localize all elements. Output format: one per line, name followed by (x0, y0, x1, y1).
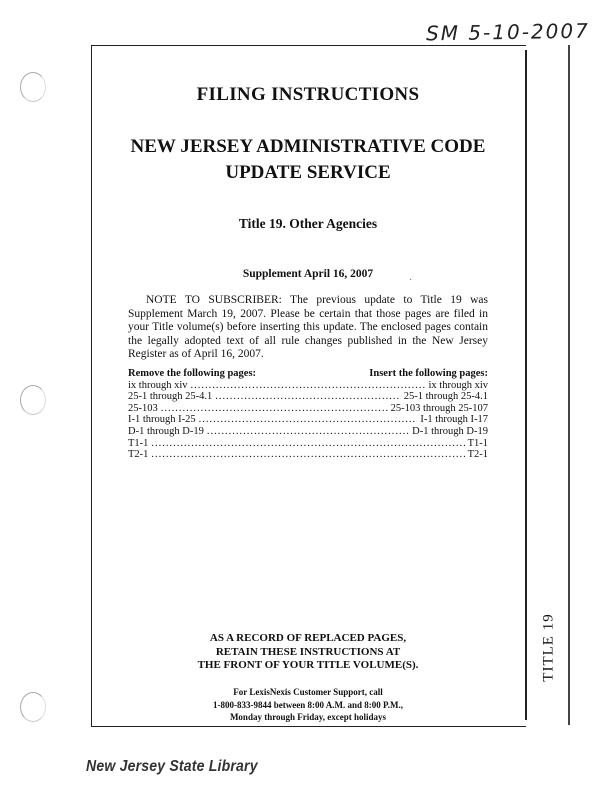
leader-dots (207, 426, 409, 438)
pages-table (128, 368, 488, 461)
tab-divider-line (525, 50, 527, 720)
library-stamp: New Jersey State Library (86, 758, 258, 775)
page-title: FILING INSTRUCTIONS (196, 84, 420, 105)
remove-pages: ix through xiv (128, 379, 188, 391)
insert-pages: 25-103 through 25-107 (390, 402, 488, 414)
record-notice-line3: THE FRONT OF YOUR TITLE VOLUME(S). (197, 659, 419, 671)
insert-pages: 25-1 through 25-4.1 (403, 391, 488, 403)
leader-dots (151, 449, 464, 461)
remove-pages: 25-1 through 25-4.1 (128, 391, 213, 403)
remove-pages: D-1 through D-19 (128, 425, 204, 437)
scan-speck: · (409, 275, 413, 286)
record-notice-line1: AS A RECORD OF REPLACED PAGES, (209, 632, 407, 644)
tab-edge-line (568, 45, 570, 725)
leader-dots (199, 414, 418, 426)
insert-pages: D-1 through D-19 (412, 425, 488, 437)
insert-pages: ix through xiv (428, 379, 488, 391)
table-row (128, 403, 488, 415)
table-row (128, 449, 488, 461)
side-tab-label: TITLE 19 (540, 612, 557, 682)
table-row (128, 391, 488, 403)
binder-hole-icon (20, 692, 46, 722)
subscriber-note: NOTE TO SUBSCRIBER: The previous update to Title 19 was Supplement March 19, 2007. Please be certain that those pages are filed in your Title volume(s) before inserting this update. The enclosed pages contain the legally adopted text of all rule changes published in the New Jersey Register as of April 16, 2007. (128, 294, 488, 360)
insert-pages: T1-1 (467, 437, 488, 449)
code-title-line2: UPDATE SERVICE (225, 162, 391, 183)
support-hours: Monday through Friday, except holidays (229, 712, 387, 722)
table-row (128, 426, 488, 438)
binder-hole-icon (20, 72, 46, 102)
insert-pages: T2-1 (467, 449, 488, 461)
insert-pages: I-1 through I-17 (420, 414, 488, 426)
remove-pages: T2-1 (128, 449, 149, 461)
code-title (91, 134, 525, 186)
insert-header: Insert the following pages: (369, 368, 488, 379)
remove-pages: T1-1 (128, 437, 149, 449)
leader-dots (191, 380, 426, 392)
leader-dots (161, 403, 388, 415)
remove-pages: I-1 through I-25 (128, 414, 196, 426)
table-row (128, 414, 488, 426)
record-notice (91, 632, 525, 673)
customer-support-info (91, 686, 525, 724)
table-row (128, 438, 488, 450)
side-tab (532, 612, 566, 682)
support-line1: For LexisNexis Customer Support, call (233, 687, 383, 697)
pages-table-header (128, 368, 488, 380)
remove-header: Remove the following pages: (128, 368, 257, 379)
table-row (128, 380, 488, 392)
leader-dots (215, 391, 400, 403)
binder-hole-icon (20, 385, 46, 415)
handwritten-date-note: SM 5-10-2007 (425, 18, 591, 46)
support-phone: 1-800-833-9844 between 8:00 A.M. and 8:00 P.M., (213, 699, 403, 710)
record-notice-line2: RETAIN THESE INSTRUCTIONS AT (215, 645, 401, 658)
supplement-date: Supplement April 16, 2007 (242, 268, 374, 280)
leader-dots (151, 438, 464, 450)
title-number: Title 19. Other Agencies (238, 216, 378, 231)
code-title-line1: NEW JERSEY ADMINISTRATIVE CODE (130, 136, 486, 157)
remove-pages: 25-103 (128, 402, 158, 414)
